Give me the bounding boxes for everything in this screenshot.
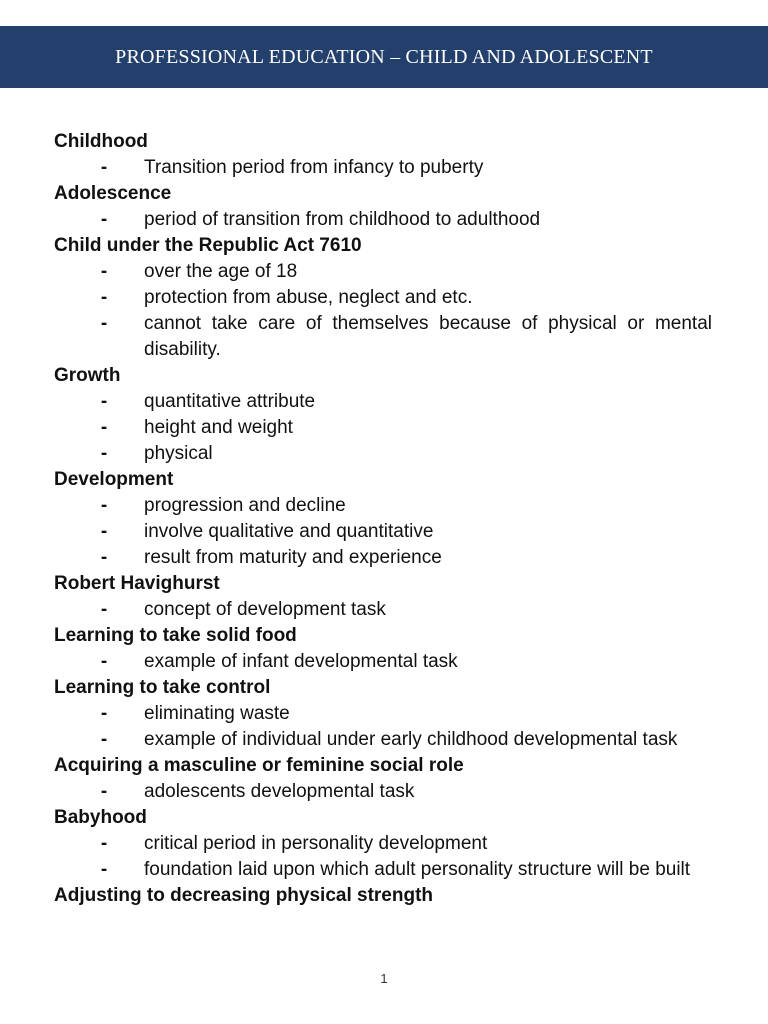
bullet-item	[54, 415, 712, 441]
section	[54, 233, 712, 363]
bullet-text: eliminating waste	[144, 703, 290, 724]
bullet-list	[54, 259, 712, 363]
section-heading: Acquiring a masculine or feminine social role	[54, 755, 464, 776]
section	[54, 363, 712, 467]
section	[54, 753, 712, 805]
section	[54, 467, 712, 571]
bullet-item	[54, 727, 712, 753]
section	[54, 129, 712, 181]
bullet-text: progression and decline	[144, 495, 346, 516]
bullet-dash: -	[100, 547, 108, 568]
bullet-item	[54, 259, 712, 285]
section	[54, 181, 712, 233]
section	[54, 883, 712, 909]
bullet-item	[54, 311, 712, 363]
bullet-item	[54, 155, 712, 181]
bullet-list	[54, 649, 712, 675]
section-heading: Adjusting to decreasing physical strength	[54, 885, 434, 906]
bullet-text: result from maturity and experience	[144, 547, 442, 568]
bullet-item	[54, 857, 712, 883]
bullet-item	[54, 831, 712, 857]
bullet-item	[54, 441, 712, 467]
bullet-dash: -	[100, 157, 108, 178]
section-heading: Development	[54, 469, 174, 490]
document-title: PROFESSIONAL EDUCATION – CHILD AND ADOLESCENT	[115, 45, 653, 68]
bullet-item	[54, 493, 712, 519]
bullet-text: protection from abuse, neglect and etc.	[144, 287, 473, 308]
section	[54, 675, 712, 753]
bullet-dash: -	[100, 443, 108, 464]
bullet-item	[54, 779, 712, 805]
bullet-list	[54, 831, 712, 883]
bullet-text: example of individual under early childhood developmental task	[144, 729, 678, 750]
bullet-dash: -	[100, 495, 108, 516]
header-banner	[0, 26, 768, 88]
section-heading: Childhood	[54, 131, 148, 152]
bullet-item	[54, 519, 712, 545]
bullet-text: critical period in personality development	[144, 833, 488, 854]
bullet-item	[54, 389, 712, 415]
bullet-text: foundation laid upon which adult personality structure will be built	[144, 859, 691, 880]
bullet-item	[54, 701, 712, 727]
bullet-list	[54, 389, 712, 467]
bullet-dash: -	[100, 287, 108, 308]
bullet-dash: -	[100, 599, 108, 620]
section-heading: Growth	[54, 365, 121, 386]
bullet-text: involve qualitative and quantitative	[144, 521, 434, 542]
bullet-item	[54, 649, 712, 675]
bullet-text: concept of development task	[144, 599, 386, 620]
bullet-text: height and weight	[144, 417, 293, 438]
bullet-dash: -	[100, 261, 108, 282]
bullet-item	[54, 597, 712, 623]
bullet-list	[54, 207, 712, 233]
bullet-text: over the age of 18	[144, 261, 298, 282]
bullet-text: example of infant developmental task	[144, 651, 458, 672]
section-heading: Learning to take control	[54, 677, 271, 698]
bullet-text: quantitative attribute	[144, 391, 316, 412]
section-heading: Child under the Republic Act 7610	[54, 235, 362, 256]
bullet-list	[54, 493, 712, 571]
bullet-dash: -	[100, 391, 108, 412]
bullet-item	[54, 207, 712, 233]
bullet-text: cannot take care of themselves because of physical or mental disability.	[144, 313, 712, 360]
bullet-dash: -	[100, 313, 108, 334]
bullet-text: physical	[144, 443, 213, 464]
bullet-dash: -	[100, 729, 108, 750]
bullet-list	[54, 155, 712, 181]
section	[54, 805, 712, 883]
bullet-list	[54, 701, 712, 753]
bullet-dash: -	[100, 209, 108, 230]
bullet-text: Transition period from infancy to puberty	[144, 157, 484, 178]
bullet-dash: -	[100, 781, 108, 802]
page-number: 1	[380, 971, 388, 986]
section	[54, 571, 712, 623]
bullet-list	[54, 597, 712, 623]
bullet-dash: -	[100, 859, 108, 880]
bullet-dash: -	[100, 703, 108, 724]
bullet-dash: -	[100, 417, 108, 438]
bullet-text: adolescents developmental task	[144, 781, 415, 802]
section	[54, 623, 712, 675]
bullet-item	[54, 285, 712, 311]
section-heading: Adolescence	[54, 183, 172, 204]
bullet-item	[54, 545, 712, 571]
bullet-text: period of transition from childhood to adulthood	[144, 209, 541, 230]
section-heading: Learning to take solid food	[54, 625, 297, 646]
section-heading: Babyhood	[54, 807, 147, 828]
section-heading: Robert Havighurst	[54, 573, 220, 594]
bullet-dash: -	[100, 521, 108, 542]
document-body	[54, 129, 712, 909]
bullet-list	[54, 779, 712, 805]
bullet-dash: -	[100, 651, 108, 672]
bullet-dash: -	[100, 833, 108, 854]
